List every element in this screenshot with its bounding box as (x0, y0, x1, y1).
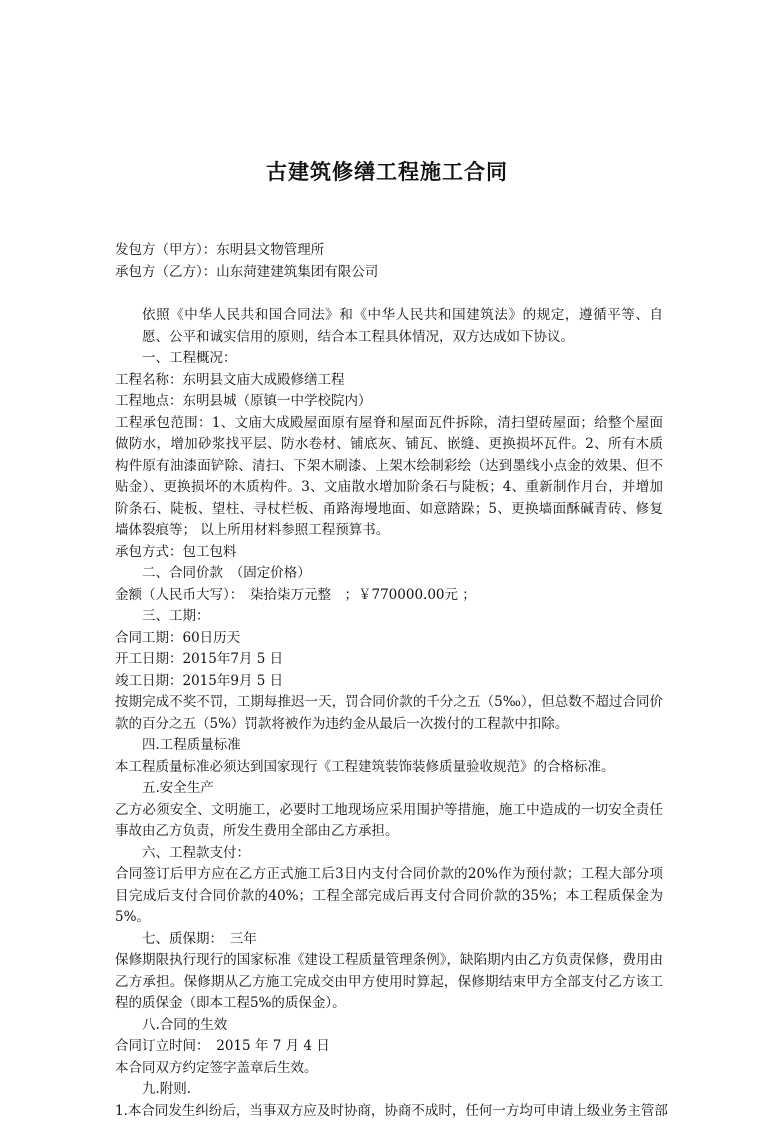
scope-paragraph: 工程承包范围：1、文庙大成殿屋面原有屋脊和屋面瓦件拆除，清扫望砖屋面；给整个屋面做防水，增加砂浆找平层、防水卷材、铺底灰、铺瓦、嵌缝、更换损坏瓦件。2、所有木质构件原有油漆面铲除、清扫、下架木刷漆、上架木绘制彩绘（达到墨线小点金的效果、但不贴金）、更换损坏的木质构件。3、文庙散水增加阶条石与陡板；4、重新制作月台，并增加阶条石、陡板、望柱、寻杖栏板、甬路海墁地面、如意踏跺；5、更换墙面酥碱青砖、修复墙体裂痕等； 以上所用材料参照工程预算书。 (115, 413, 663, 542)
section-8-heading: 八.合同的生效 (115, 1015, 663, 1037)
section-4-heading: 四.工程质量标准 (115, 735, 663, 757)
project-name: 工程名称：东明县文庙大成殿修缮工程 (115, 370, 663, 392)
contract-amount: 金额（人民币大写）： 柒拾柒万元整 ；￥770000.00元 ； (115, 585, 663, 607)
section-6-heading: 六、工程款支付： (115, 843, 663, 865)
supplementary-clause-1: 1.本合同发生纠纷后，当事双方应及时协商，协商不成时，任何一方均可申请上级业务主管部 (115, 1101, 663, 1122)
end-date: 竣工日期：2015年9月 5 日 (115, 671, 663, 693)
effective-clause: 本合同双方约定签字盖章后生效。 (115, 1058, 663, 1080)
penalty-paragraph: 按期完成不奖不罚，工期每推迟一天，罚合同价款的千分之五（5‰），但总数不超过合同价款的百分之五（5%）罚款将被作为违约金从最后一次拨付的工程款中扣除。 (115, 692, 663, 735)
safety-paragraph: 乙方必须安全、文明施工，必要时工地现场应采用围护等措施，施工中造成的一切安全责任事故由乙方负责，所发生费用全部由乙方承担。 (115, 800, 663, 843)
warranty-paragraph: 保修期限执行现行的国家标准《建设工程质量管理条例》，缺陷期内由乙方负责保修，费用由乙方承担。保修期从乙方施工完成交由甲方使用时算起，保修期结束甲方全部支付乙方该工程的质保金（即本工程5%的质保金）。 (115, 950, 663, 1015)
party-b-line: 承包方（乙方）：山东菏建建筑集团有限公司 (115, 262, 663, 284)
contract-mode: 承包方式：包工包料 (115, 542, 663, 564)
quality-paragraph: 本工程质量标准必须达到国家现行《工程建筑装饰装修质量验收规范》的合格标准。 (115, 757, 663, 779)
contract-duration: 合同工期：60日历天 (115, 628, 663, 650)
start-date: 开工日期：2015年7月 5 日 (115, 649, 663, 671)
section-3-heading: 三、工期： (115, 606, 663, 628)
spacer (115, 283, 663, 305)
project-location: 工程地点：东明县城（原镇一中学校院内） (115, 391, 663, 413)
payment-paragraph: 合同签订后甲方应在乙方正式施工后3日内支付合同价款的20%作为预付款；工程大部分项目完成后支付合同价款的40%；工程全部完成后再支付合同价款的35%；本工程质保金为5%。 (115, 864, 663, 929)
section-5-heading: 五.安全生产 (115, 778, 663, 800)
signing-date: 合同订立时间： 2015 年 7 月 4 日 (115, 1036, 663, 1058)
section-7-heading: 七、质保期： 三年 (115, 929, 663, 951)
contract-body (115, 240, 663, 1122)
party-a-line: 发包方（甲方）：东明县文物管理所 (115, 240, 663, 262)
section-1-heading: 一、工程概况： (115, 348, 663, 370)
preamble-paragraph: 依照《中华人民共和国合同法》和《中华人民共和国建筑法》的规定，遵循平等、自愿、公平和诚实信用的原则，结合本工程具体情况，双方达成如下协议。 (115, 305, 663, 348)
section-9-heading: 九.附则. (115, 1079, 663, 1101)
section-2-heading: 二、合同价款 （固定价格） (115, 563, 663, 585)
page-title: 古建筑修缮工程施工合同 (0, 156, 774, 186)
